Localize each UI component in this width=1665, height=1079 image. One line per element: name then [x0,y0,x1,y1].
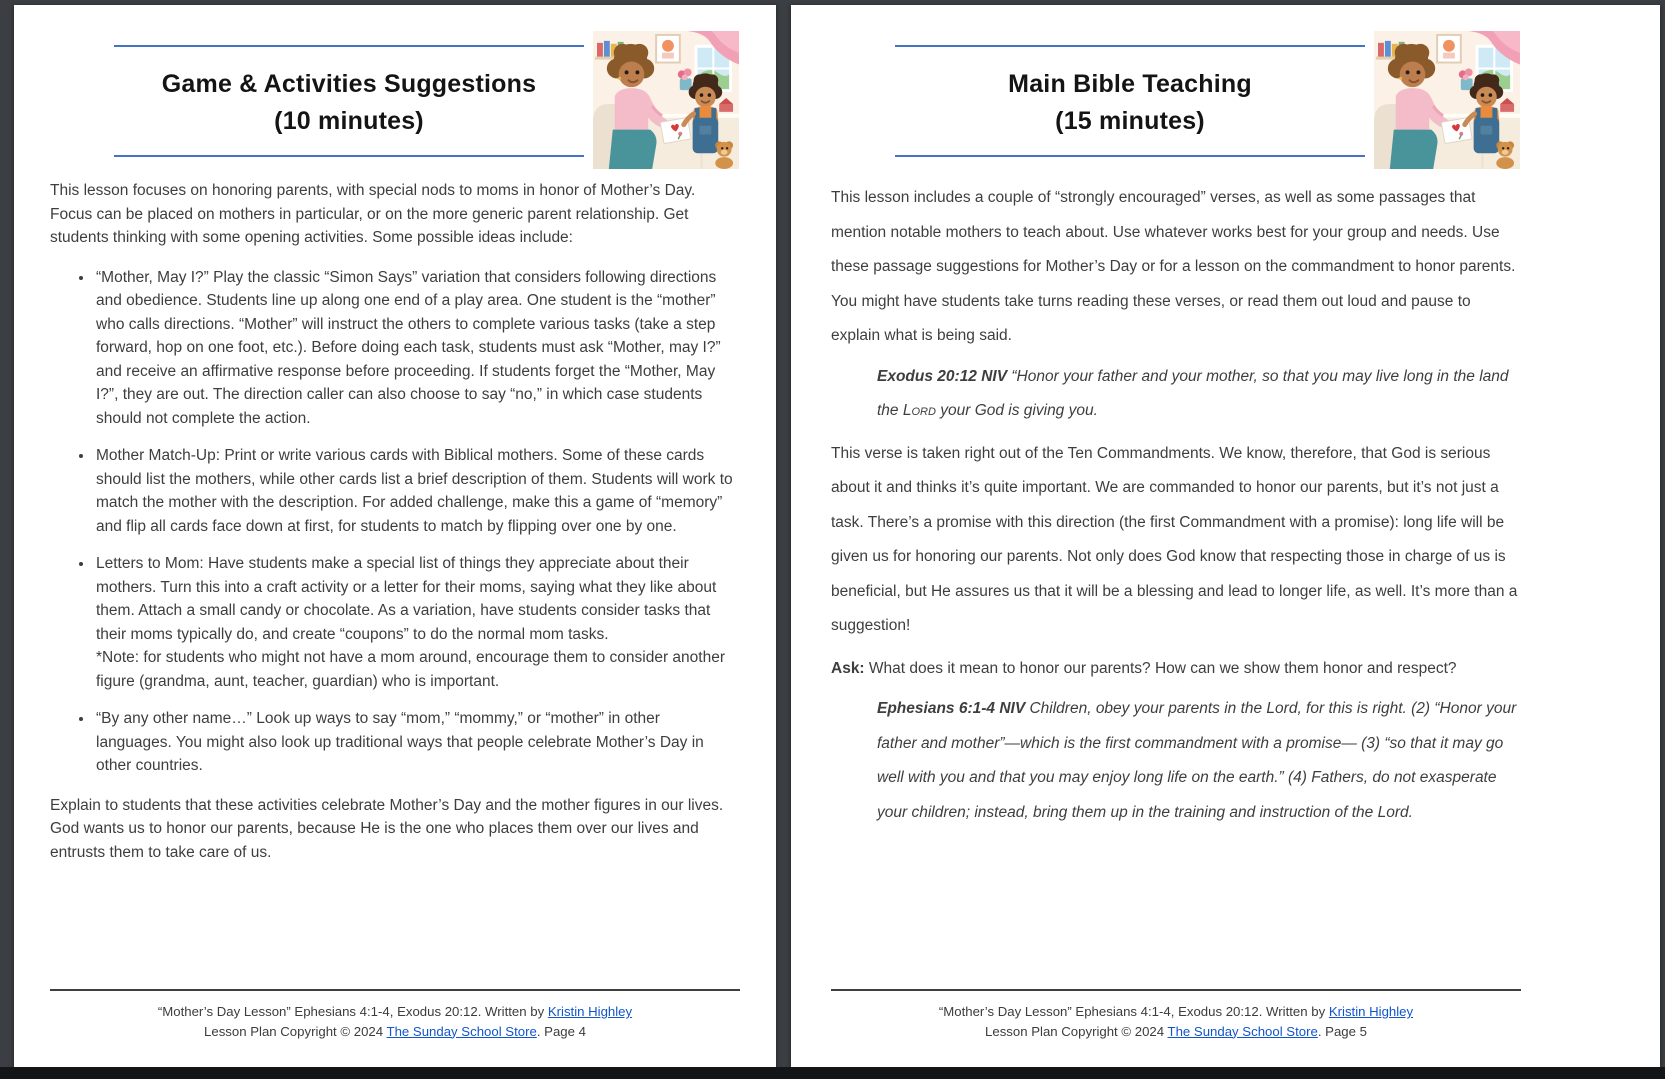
list-item-letters-to-mom [94,552,740,693]
section-title: Main Bible Teaching [1008,70,1252,98]
list-item-note: *Note: for students who might not have a mom around, encourage them to consider another figure (grandma, aunt, teacher, guardian) who is important. [96,649,725,690]
list-item-mother-may-i [94,266,740,431]
page-footer [50,989,740,1041]
page-header [50,31,740,169]
footer-line-2 [50,1022,740,1042]
verse-exodus-20-12 [877,360,1521,429]
verse-reference: Exodus 20:12 NIV [877,367,1008,385]
author-link[interactable]: Kristin Highley [547,1004,633,1019]
mother-child-illustration [592,31,740,169]
footer-line-1 [50,1002,740,1022]
list-item-by-any-other-name [94,707,740,778]
teaching-paragraph: This verse is taken right out of the Ten Commandments. We know, therefore, that God is serious about it and thinks it’s quite important. We are commanded to honor our parents, but it’s not just a task. There’s a promise with this direction (the first Commandment with a promise): long life will be given us for honoring our parents. Not only does God know that respecting those in charge of us is beneficial, but He assures us that it will be a blessing and lead to longer life, as well. It’s more than a suggestion! [831,444,1518,634]
footer-copyright: Lesson Plan Copyright © 2024 [204,1023,387,1039]
section-title-block [895,45,1365,157]
verse-reference: Ephesians 6:1-4 NIV [877,700,1026,717]
verse-text: your God is giving you. [935,402,1098,419]
footer-copyright: Lesson Plan Copyright © 2024 [985,1023,1168,1039]
document-page-5 [791,5,1660,1067]
author-link[interactable]: Kristin Highley [1328,1004,1414,1019]
verse-ephesians-6-1-4 [877,692,1521,830]
ask-question: What does it mean to honor our parents? How can we show them honor and respect? [864,659,1457,677]
list-item-text: Letters to Mom: Have students make a special list of things they appreciate about their mothers. Turn this into a craft activity or a letter for their moms, saying what they like about them. Attach a small candy or chocolate. As a variation, have students consider tasks that their moms typically do, and create “coupons” to do the normal mom tasks. [96,555,717,643]
section-title-block [114,45,584,157]
list-item-text: “By any other name…” Look up ways to say “mom,” “mommy,” or “mother” in other languages. You might also look up traditional ways that people celebrate Mother’s Day in other countries. [96,710,704,774]
footer-citation: “Mother’s Day Lesson” Ephesians 4:1-4, Exodus 20:12. Written by [938,1004,1329,1019]
section-duration: (15 minutes) [1055,107,1205,135]
footer-line-2 [831,1022,1521,1042]
list-item-mother-match-up [94,444,740,538]
section-duration: (10 minutes) [274,107,424,135]
store-link[interactable]: The Sunday School Store [1167,1023,1318,1039]
document-page-4 [14,5,776,1067]
ask-paragraph [831,652,1521,687]
mother-child-illustration [1373,31,1521,169]
footer-page-number: . Page 5 [1317,1023,1367,1039]
store-link[interactable]: The Sunday School Store [386,1023,537,1039]
page-footer [831,989,1521,1041]
lord-smallcaps: Lord [902,402,936,419]
activity-list [50,266,740,778]
verse-text: “Honor your father and your mother, so that you may live long in the land the [877,367,1509,419]
footer-line-1 [831,1002,1521,1022]
page-header [831,31,1521,169]
closing-paragraph: Explain to students that these activities celebrate Mother’s Day and the mother figures in our lives. God wants us to honor our parents, because He is the one who places them over our lives and entrusts them to take care of us. [50,796,724,861]
ask-label: Ask: [831,659,865,677]
section-title: Game & Activities Suggestions [161,70,537,98]
verse-text: Children, obey your parents in the Lord, for this is right. (2) “Honor your father and mother”—which is the first commandment with a promise— (3) “so that it may go well with you and that you may enjoy long life on the earth.” (4) Fathers, do not exasperate your children; instead, bring them up in the training and instruction of the Lord. [877,700,1517,821]
footer-citation: “Mother’s Day Lesson” Ephesians 4:1-4, Exodus 20:12. Written by [157,1004,548,1019]
footer-page-number: . Page 4 [536,1023,586,1039]
viewer-background-strip [0,1067,1665,1079]
intro-paragraph: This lesson includes a couple of “strongly encouraged” verses, as well as some passages that mention notable mothers to teach about. Use whatever works best for your group and needs. Use these passage suggestions for Mother’s Day or for a lesson on the commandment to honor parents. You might have students take turns reading these verses, or read them out loud and pause to explain what is being said. [831,189,1516,344]
list-item-text: “Mother, May I?” Play the classic “Simon Says” variation that considers following directions and obedience. Students line up along one end of a play area. One student is the “mother” who calls directions. “Mother” will instruct the others to complete various tasks (take a step forward, hop on one foot, etc.). Before doing each task, students must ask “Mother, may I?” and receive an affirmative response before proceeding. If students forget the “Mother, May I?”, they are out. The direction caller can also choose to say “no,” in which case students should not complete the action. [96,268,721,427]
list-item-text: Mother Match-Up: Print or write various cards with Biblical mothers. Some of these cards should list the mothers, while other cards list a brief description of them. Students will work to match the mother with the description. For added challenge, make this a game of “memory” and flip all cards face down at first, for students to match by flipping over one by one. [96,447,733,535]
intro-paragraph: This lesson focuses on honoring parents, with special nods to moms in honor of Mother’s Day. Focus can be placed on mothers in particular, or on the more generic parent relationship. Get students thinking with some opening activities. Some possible ideas include: [50,182,696,246]
